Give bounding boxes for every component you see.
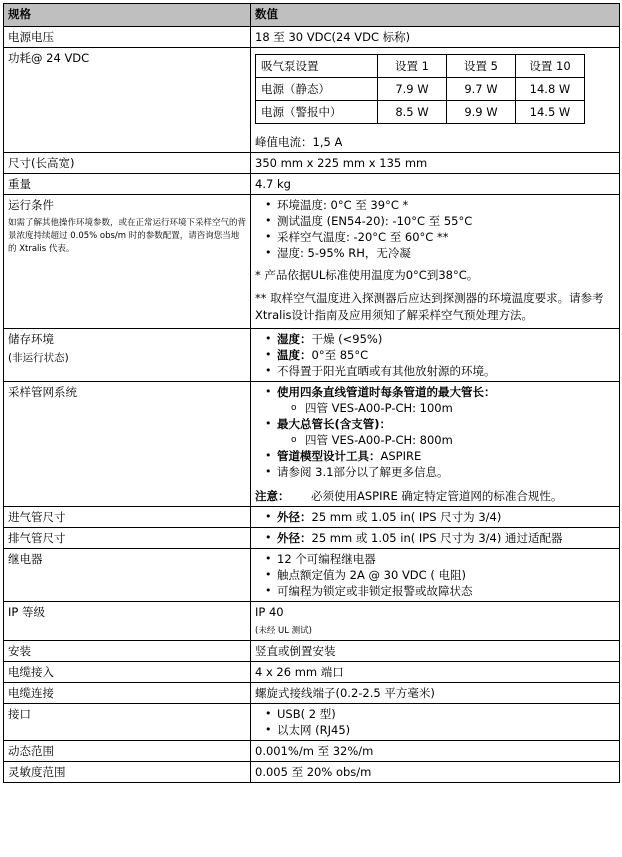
- sensitivity-label: 灵敏度范围: [4, 762, 251, 783]
- power-alarm-0: 电源（警报中）: [256, 101, 378, 124]
- list-item: [277, 384, 615, 416]
- ip-value: IP 40: [255, 605, 284, 619]
- power-quiet-2: 9.7 W: [447, 78, 516, 101]
- spec-sheet: [3, 3, 619, 783]
- power-quiet-1: 7.9 W: [378, 78, 447, 101]
- list-item: o 四管 VES-A00-P-CH: 800m: [305, 432, 615, 448]
- list-item: • 环境温度: 0°C 至 39°C *: [277, 197, 615, 213]
- pipe-value: [251, 382, 620, 507]
- pipe-note-text: 必须使用ASPIRE 确定特定管道网的标准合规性。: [311, 489, 563, 503]
- list-item: • 请参阅 3.1部分以了解更多信息。: [277, 464, 615, 480]
- row-operating: [4, 195, 620, 329]
- power-alarm-3: 14.5 W: [516, 101, 585, 124]
- exhaust-value: [251, 528, 620, 549]
- cable-entry-label: 电缆接入: [4, 662, 251, 683]
- ip-label: IP 等级: [4, 602, 251, 641]
- inlet-text: 25 mm 或 1.05 in( IPS 尺寸为 3/4): [311, 510, 502, 524]
- row-interface: [4, 704, 620, 741]
- storage-label-cell: [4, 329, 251, 382]
- pipe-sublist-2: [277, 432, 615, 448]
- list-item: • 测试温度 (EN54-20): -10°C 至 55°C: [277, 213, 615, 229]
- pipe-label: 采样管网系统: [4, 382, 251, 507]
- pipe-note-key: 注意：: [255, 489, 290, 503]
- inlet-list: [255, 509, 615, 525]
- relays-value: [251, 549, 620, 602]
- storage-label: 储存环境: [8, 332, 54, 346]
- row-sensitivity: [4, 762, 620, 783]
- ip-value-cell: [251, 602, 620, 641]
- interface-list: [255, 706, 615, 738]
- storage-sub: (非运行状态): [8, 352, 69, 364]
- mount-label: 安装: [4, 641, 251, 662]
- row-weight: [4, 174, 620, 195]
- pipe-list: [255, 384, 615, 480]
- inlet-key: 外径：: [277, 510, 312, 524]
- operating-label: 运行条件: [8, 198, 54, 212]
- spec-table: [3, 3, 620, 783]
- power-head-3: 设置 10: [516, 55, 585, 78]
- table-header: [4, 4, 620, 27]
- list-item: • 12 个可编程继电器: [277, 551, 615, 567]
- list-item: [277, 347, 615, 363]
- row-mount: [4, 641, 620, 662]
- list-item: o 四管 VES-A00-P-CH: 100m: [305, 400, 615, 416]
- list-item: • 触点额定值为 2A @ 30 VDC ( 电阻): [277, 567, 615, 583]
- power-head-2: 设置 5: [447, 55, 516, 78]
- pipe-total-length: 最大总管长(含支管)：: [277, 417, 392, 431]
- row-storage: [4, 329, 620, 382]
- inlet-label: 进气管尺寸: [4, 507, 251, 528]
- storage-temp-value: 0°至 85°C: [311, 348, 369, 362]
- list-item: [277, 416, 615, 448]
- operating-value: [251, 195, 620, 329]
- row-pipe: [4, 382, 620, 507]
- row-relays: [4, 549, 620, 602]
- row-cable-term: [4, 683, 620, 704]
- pipe-note: [255, 488, 615, 504]
- sensitivity-value: 0.005 至 20% obs/m: [251, 762, 620, 783]
- pipe-tool-key: 管道模型设计工具：: [277, 449, 381, 463]
- weight-label: 重量: [4, 174, 251, 195]
- row-inlet: [4, 507, 620, 528]
- pipe-tool-value: ASPIRE: [380, 449, 422, 463]
- row-dimensions: [4, 153, 620, 174]
- storage-temp-key: 温度：: [277, 348, 312, 362]
- row-ip: [4, 602, 620, 641]
- row-dynamic: [4, 741, 620, 762]
- exhaust-key: 外径：: [277, 531, 312, 545]
- list-item: [277, 331, 615, 347]
- list-item: • 采样空气温度: -20°C 至 60°C **: [277, 229, 615, 245]
- power-table-row-alarm: [256, 101, 585, 124]
- cable-term-value: 螺旋式接线端子(0.2-2.5 平方毫米): [251, 683, 620, 704]
- interface-value: [251, 704, 620, 741]
- dynamic-label: 动态范围: [4, 741, 251, 762]
- list-item: • 不得置于阳光直晒或有其他放射源的环境。: [277, 363, 615, 379]
- inlet-value: [251, 507, 620, 528]
- power-alarm-2: 9.9 W: [447, 101, 516, 124]
- power-table-row-quiet: [256, 78, 585, 101]
- exhaust-label: 排气管尺寸: [4, 528, 251, 549]
- power-quiet-0: 电源（静态）: [256, 78, 378, 101]
- list-item: • 湿度: 5-95% RH，无冷凝: [277, 245, 615, 261]
- power-head-1: 设置 1: [378, 55, 447, 78]
- ip-sub: (未经 UL 测试): [255, 626, 312, 636]
- header-value: 数值: [251, 4, 620, 27]
- power-value: [251, 48, 620, 153]
- power-peak: 峰值电流：1,5 A: [255, 135, 343, 149]
- list-item: • 以太网 (RJ45): [277, 722, 615, 738]
- header-spec: 规格: [4, 4, 251, 27]
- operating-footnote-2: ** 取样空气温度进入探测器后应达到探测器的环境温度要求。请参考Xtralis设计指南及应用须知了解采样空气预处理方法。: [255, 291, 604, 322]
- list-item: [277, 509, 615, 525]
- power-table-head: [256, 55, 585, 78]
- operating-note: 如需了解其他操作环境参数，或在正常运行环境下采样空气的背景浓度持续超过 0.05% obs/m 时的参数配置，请咨询您当地的 Xtralis 代表。: [8, 218, 247, 254]
- power-head-0: 吸气泵设置: [256, 55, 378, 78]
- operating-footnote-1: * 产品依据UL标准使用温度为0°C到38°C。: [255, 268, 479, 282]
- dimensions-value: 350 mm x 225 mm x 135 mm: [251, 153, 620, 174]
- interface-label: 接口: [4, 704, 251, 741]
- cable-term-label: 电缆连接: [4, 683, 251, 704]
- row-voltage: [4, 27, 620, 48]
- dimensions-label: 尺寸(长高宽): [4, 153, 251, 174]
- operating-label-cell: [4, 195, 251, 329]
- power-table: [255, 54, 585, 124]
- row-exhaust: [4, 528, 620, 549]
- dynamic-value: 0.001%/m 至 32%/m: [251, 741, 620, 762]
- cable-entry-value: 4 x 26 mm 端口: [251, 662, 620, 683]
- relays-label: 继电器: [4, 549, 251, 602]
- exhaust-text: 25 mm 或 1.05 in( IPS 尺寸为 3/4) 通过适配器: [311, 531, 563, 545]
- power-label: 功耗@ 24 VDC: [4, 48, 251, 153]
- list-item: [277, 448, 615, 464]
- list-item: • 可编程为锁定或非锁定报警或故障状态: [277, 583, 615, 599]
- weight-value: 4.7 kg: [251, 174, 620, 195]
- operating-list: [255, 197, 615, 261]
- storage-value: [251, 329, 620, 382]
- list-item: • USB( 2 型): [277, 706, 615, 722]
- pipe-max-length: 使用四条直线管道时每条管道的最大管长：: [277, 385, 496, 399]
- power-alarm-1: 8.5 W: [378, 101, 447, 124]
- row-power: [4, 48, 620, 153]
- voltage-label: 电源电压: [4, 27, 251, 48]
- mount-value: 竖直或倒置安装: [251, 641, 620, 662]
- list-item: [277, 530, 615, 546]
- row-cable-entry: [4, 662, 620, 683]
- voltage-value: 18 至 30 VDC(24 VDC 标称): [251, 27, 620, 48]
- storage-humidity-key: 湿度：: [277, 332, 312, 346]
- relays-list: [255, 551, 615, 599]
- pipe-sublist-1: [277, 400, 615, 416]
- power-quiet-3: 14.8 W: [516, 78, 585, 101]
- storage-humidity-value: 干燥 (<95%): [311, 332, 383, 346]
- exhaust-list: [255, 530, 615, 546]
- storage-list: [255, 331, 615, 379]
